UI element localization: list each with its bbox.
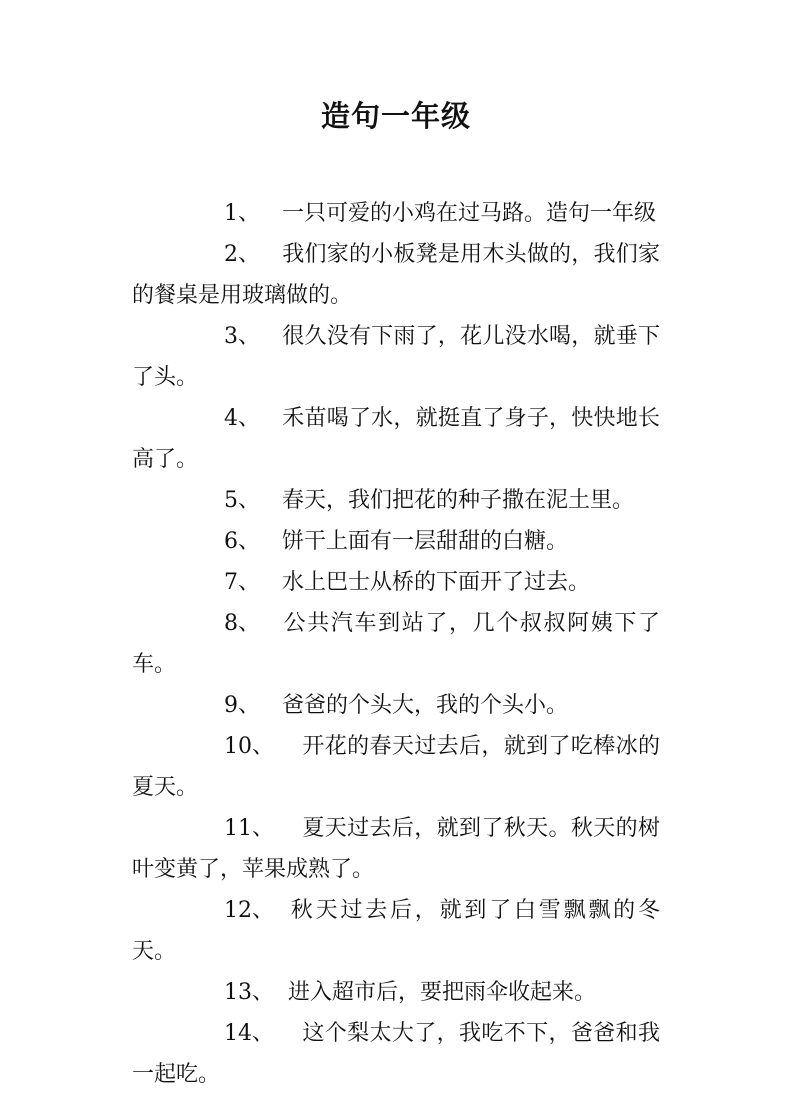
list-item bbox=[132, 398, 660, 480]
item-number: 3、 bbox=[224, 324, 260, 349]
item-number: 14、 bbox=[224, 1021, 274, 1046]
page-title: 造句一年级 bbox=[320, 99, 471, 133]
item-text: 水上巴士从桥的下面开了过去。 bbox=[282, 570, 591, 595]
item-number: 10、 bbox=[224, 734, 274, 759]
item-text: 饼干上面有一层甜甜的白糖。 bbox=[282, 529, 569, 554]
list-item bbox=[132, 603, 660, 685]
list-item bbox=[132, 808, 660, 890]
item-number: 4、 bbox=[224, 406, 260, 431]
item-text: 禾苗喝了水，就挺直了身子，快快地长高了。 bbox=[132, 406, 660, 472]
item-number: 5、 bbox=[224, 488, 260, 513]
item-text: 秋天过去后，就到了白雪飘飘的冬天。 bbox=[132, 898, 660, 964]
item-text: 我们家的小板凳是用木头做的，我们家的餐桌是用玻璃做的。 bbox=[132, 242, 660, 308]
list-item bbox=[132, 890, 660, 972]
list-item bbox=[132, 685, 660, 726]
item-text: 进入超市后，要把雨伞收起来。 bbox=[288, 980, 597, 1005]
list-item bbox=[132, 193, 660, 234]
item-number: 7、 bbox=[224, 570, 260, 595]
item-text: 一只可爱的小鸡在过马路。造句一年级 bbox=[282, 201, 657, 226]
item-text: 公共汽车到站了，几个叔叔阿姨下了车。 bbox=[132, 611, 660, 677]
item-number: 12、 bbox=[224, 898, 274, 923]
list-item bbox=[132, 1013, 660, 1095]
list-item bbox=[132, 234, 660, 316]
item-number: 9、 bbox=[224, 693, 260, 718]
list-item bbox=[132, 316, 660, 398]
list-item bbox=[132, 480, 660, 521]
item-number: 6、 bbox=[224, 529, 260, 554]
list-item bbox=[132, 562, 660, 603]
item-text: 开花的春天过去后，就到了吃棒冰的夏天。 bbox=[132, 734, 660, 800]
item-number: 11、 bbox=[224, 816, 274, 841]
item-number: 1、 bbox=[224, 201, 260, 226]
list-item bbox=[132, 972, 660, 1013]
list-item bbox=[132, 521, 660, 562]
sentence-list bbox=[132, 193, 660, 1095]
item-number: 8、 bbox=[224, 611, 260, 636]
item-text: 爸爸的个头大，我的个头小。 bbox=[282, 693, 569, 718]
item-text: 很久没有下雨了，花儿没水喝，就垂下了头。 bbox=[132, 324, 660, 390]
item-text: 夏天过去后，就到了秋天。秋天的树叶变黄了，苹果成熟了。 bbox=[132, 816, 660, 882]
item-text: 这个梨太大了，我吃不下，爸爸和我一起吃。 bbox=[132, 1021, 660, 1087]
item-text: 春天，我们把花的种子撒在泥土里。 bbox=[282, 488, 635, 513]
list-item bbox=[132, 726, 660, 808]
item-number: 13、 bbox=[224, 980, 274, 1005]
item-number: 2、 bbox=[224, 242, 260, 267]
